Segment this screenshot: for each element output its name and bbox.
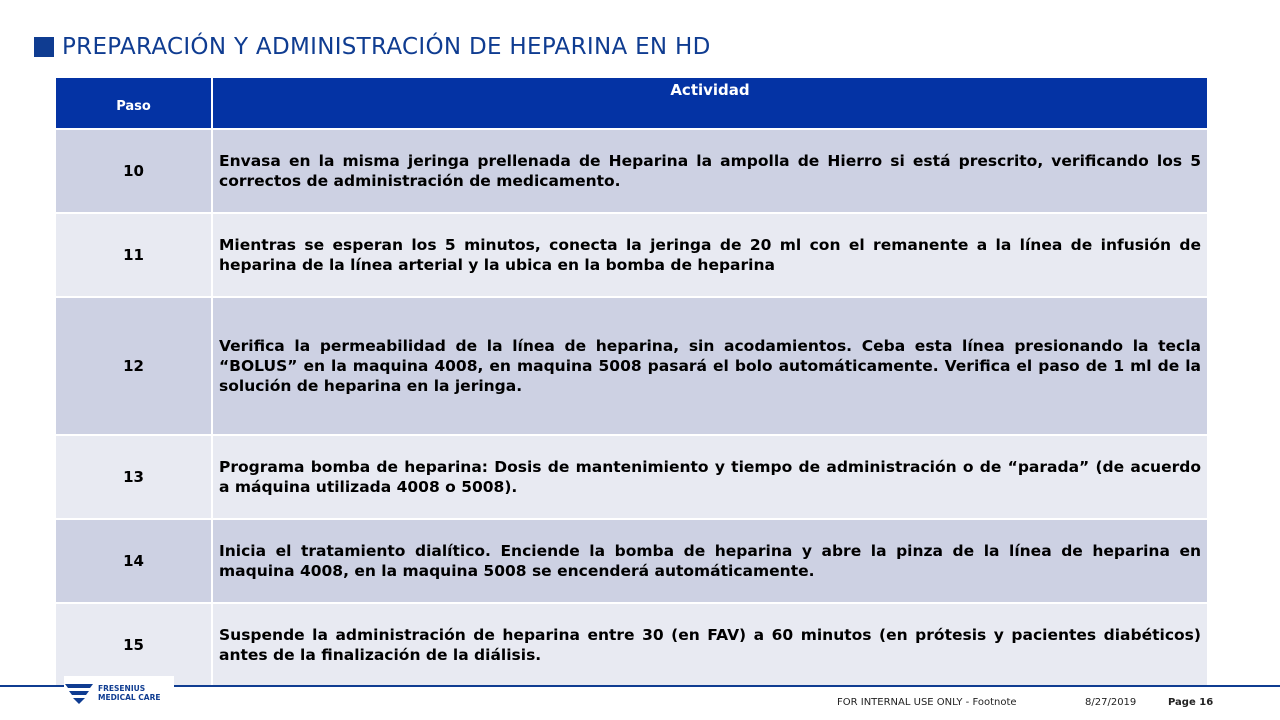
slide-title-wrap [34, 34, 711, 60]
square-bullet-icon [34, 37, 54, 57]
table-row [55, 435, 1208, 519]
logo-line-1: FRESENIUS [98, 684, 146, 693]
step-number: 12 [55, 297, 212, 435]
step-activity: Inicia el tratamiento dialítico. Enciende la bomba de heparina y abre la pinza de la línea de heparina en maquina 4008, en la maquina 5008 se encenderá automáticamente. [212, 519, 1208, 603]
table-row [55, 297, 1208, 435]
footer-note: FOR INTERNAL USE ONLY - Footnote [837, 697, 1017, 708]
logo-line-2: MEDICAL CARE [98, 693, 161, 702]
step-number: 11 [55, 213, 212, 297]
table-row [55, 129, 1208, 213]
steps-table [54, 76, 1209, 688]
step-number: 10 [55, 129, 212, 213]
step-activity: Suspende la administración de heparina entre 30 (en FAV) a 60 minutos (en prótesis y pacientes diabéticos) antes de la finalización de la diálisis. [212, 603, 1208, 687]
step-number: 14 [55, 519, 212, 603]
step-activity: Verifica la permeabilidad de la línea de heparina, sin acodamientos. Ceba esta línea presionando la tecla “BOLUS” en la maquina 4008, en maquina 5008 pasará el bolo automáticamente. Verifica el paso de 1 ml de la solución de heparina en la jeringa. [212, 297, 1208, 435]
step-activity: Mientras se esperan los 5 minutos, conecta la jeringa de 20 ml con el remanente a la línea de infusión de heparina de la línea arterial y la ubica en la bomba de heparina [212, 213, 1208, 297]
company-logo [64, 676, 174, 710]
fresenius-logo-icon [64, 681, 94, 705]
step-number: 15 [55, 603, 212, 687]
table-row [55, 603, 1208, 687]
logo-text [98, 684, 161, 702]
footer-divider [0, 685, 1280, 687]
table-row [55, 519, 1208, 603]
footer-page-number: Page 16 [1168, 697, 1214, 708]
step-activity: Programa bomba de heparina: Dosis de mantenimiento y tiempo de administración o de “parada” (de acuerdo a máquina utilizada 4008 o 5008). [212, 435, 1208, 519]
step-number: 13 [55, 435, 212, 519]
step-activity: Envasa en la misma jeringa prellenada de Heparina la ampolla de Hierro si está prescrito, verificando los 5 correctos de administración de medicamento. [212, 129, 1208, 213]
table-row [55, 213, 1208, 297]
header-paso: Paso [55, 77, 212, 129]
header-actividad: Actividad [212, 77, 1208, 129]
footer-date: 8/27/2019 [1085, 697, 1137, 708]
table-header-row [55, 77, 1208, 129]
slide-title: PREPARACIÓN Y ADMINISTRACIÓN DE HEPARINA EN HD [62, 34, 711, 60]
